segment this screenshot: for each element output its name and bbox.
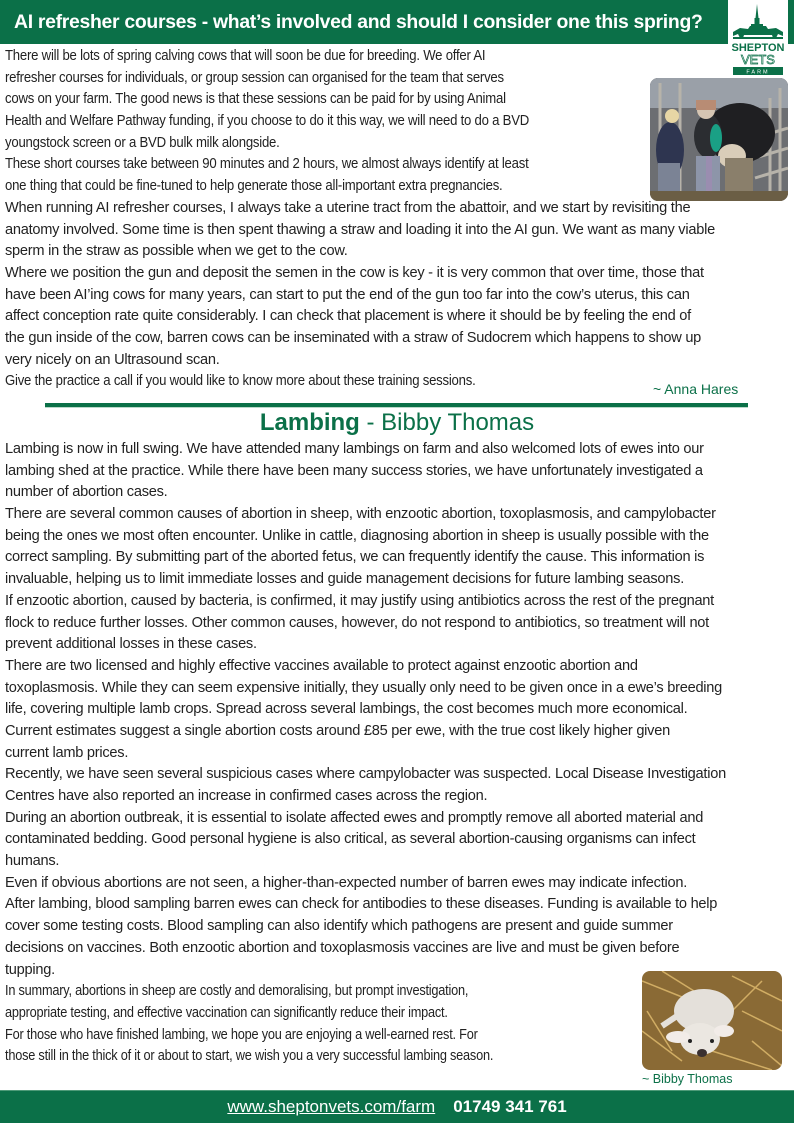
section2-line: correct sampling. By submitting part of the aborted fetus, we can frequently identify the cause. This information is (5, 549, 705, 566)
header-accent-strip (788, 0, 794, 44)
section2-line: invaluable, helping us to limit immediate losses and guide management decisions for future lambing seasons. (5, 571, 685, 588)
section1-line: anatomy involved. Some time is then spent thawing a straw and loading it into the AI gun. We want as many viable (5, 221, 715, 238)
website-link[interactable]: www.sheptonvets.com/farm (227, 1097, 436, 1116)
section2-line: being the ones we most often encounter. Unlike in cattle, diagnosing abortion in sheep is usually possible with the (5, 527, 709, 544)
section1-line: Where we position the gun and deposit the semen in the cow is key - it is very common that over time, those that (5, 264, 704, 281)
section1-body (5, 46, 715, 393)
section2-line: Current estimates suggest a single abortion costs around £85 per ewe, with the true cost likely higher given (5, 722, 670, 739)
section2-line: In summary, abortions in sheep are costly and demoralising, but prompt investigation, (5, 983, 469, 1000)
section2-title (0, 408, 794, 438)
section1-line: very nicely on an Ultrasound scan. (5, 351, 220, 368)
section1-line: There will be lots of spring calving cows that will soon be due for breeding. We offer AI (5, 48, 486, 64)
phone-number: 01749 341 761 (453, 1097, 567, 1116)
section2-title-author: - Bibby Thomas (359, 409, 535, 436)
section2-line: toxoplasmosis. While they can seem expensive initially, they usually only need to be given once in a ewe’s breeding (5, 679, 723, 696)
section1-line: cows on your farm. The good news is that these sessions can be paid for by using Animal (5, 91, 506, 108)
section2-line: Even if obvious abortions are not seen, a higher-than-expected number of barren ewes may indicate infection. (5, 874, 688, 891)
shepton-vets-logo (730, 2, 786, 76)
section2-line: After lambing, blood sampling barren ewes can check for antibodies to these diseases. Funding is available to help (5, 896, 718, 913)
section2-line: During an abortion outbreak, it is essential to isolate affected ewes and promptly remove all aborted material and (5, 809, 704, 826)
section1-line: affect conception rate quite considerably. I can check that placement is where it should be by feeling the end of (5, 308, 691, 325)
section2-title-bold: Lambing (259, 409, 360, 436)
section1-line: Health and Welfare Pathway funding, if you choose to do it this way, we will need to do a BVD (5, 113, 530, 130)
section1-signature: ~ Anna Hares (653, 381, 739, 397)
section2-line: Recently, we have seen several suspicious cases where campylobacter was suspected. Local Disease Investigation (5, 766, 726, 783)
section2-line: tupping. (5, 961, 55, 978)
section2-line: There are two licensed and highly effective vaccines available to protect against enzootic abortion and (5, 657, 638, 674)
section2-line: lambing shed at the practice. While there have been many success stories, we have unfortunately investigated a (5, 462, 703, 479)
section1-line: These short courses take between 90 minutes and 2 hours, we almost always identify at least (5, 156, 529, 173)
section2-line: prevent additional losses in these cases. (5, 636, 257, 653)
footer-bar (0, 1090, 794, 1123)
section2-line: flock to reduce further losses. Other common causes, however, do not respond to antibiotics, so treatment will not (5, 614, 709, 631)
section1-line: youngstock screen or a BVD bulk milk alongside. (5, 134, 280, 151)
section1-line: Give the practice a call if you would like to know more about these training sessions. (5, 373, 476, 390)
section2-line: humans. (5, 853, 60, 870)
section1-line: the gun inside of the cow, barren cows can be inseminated with a straw of Sudocrem which happens to show up (5, 329, 702, 346)
section1-line: have been AI’ing cows for many years, can start to put the end of the gun too far into the cow’s uterus, this can (5, 286, 690, 303)
section2-line: cover some testing costs. Blood sampling can also identify which pathogens are present and guide summer (5, 918, 673, 935)
section2-line: Centres have also reported an increase in confirmed cases across the region. (5, 788, 488, 804)
section2-line: contaminated bedding. Good personal hygiene is also critical, as several abortion-causing organisms can infect (5, 831, 696, 848)
section2-line: appropriate testing, and effective vaccination can significantly reduce their impact. (5, 1004, 448, 1021)
section2-line: If enzootic abortion, caused by bacteria, is confirmed, it may justify using antibiotics across the rest of the pregnant (5, 592, 714, 609)
section1-line: refresher courses for individuals, or group session can organised for the team that serves (5, 69, 504, 86)
section2-line: decisions on vaccines. Both enzootic abortion and toxoplasmosis vaccines are live and must be given before (5, 939, 680, 956)
section2-line: number of abortion cases. (5, 484, 168, 501)
section2-line: current lamb prices. (5, 744, 129, 761)
section2-line: Lambing is now in full swing. We have attended many lambings on farm and also welcomed lots of ewes into our (5, 441, 704, 457)
section2-line: For those who have finished lambing, we hope you are enjoying a well-earned rest. For (5, 1026, 478, 1043)
logo-text-shepton: SHEPTON (731, 42, 785, 54)
logo-text-vets: VETS (741, 52, 775, 67)
section2-line: life, covering multiple lamb crops. Spread across several lambings, the cost becomes much more economical. (5, 701, 688, 718)
photo-lamb-in-straw (642, 971, 782, 1070)
lamb-photo-illustration (642, 971, 782, 1070)
section1-line: one thing that could be fine-tuned to help generate those all-important extra pregnancies. (5, 178, 503, 195)
section1-line: When running AI refresher courses, I always take a uterine tract from the abattoir, and we start by revisiting the (5, 199, 691, 216)
section2-line: those still in the thick of it or about to start, we wish you a very successful lambing season. (5, 1048, 494, 1065)
section2-line: There are several common causes of abortion in sheep, with enzootic abortion, toxoplasmosis, and campylobacter (5, 506, 716, 523)
section1-title: AI refresher courses - what’s involved and should I consider one this spring? (14, 11, 703, 33)
section1-line: sperm in the straw as possible when we get to the cow. (5, 243, 348, 260)
footer-contact (0, 1096, 794, 1118)
section2-body (5, 439, 726, 1068)
logo-text-farm: FARM (746, 69, 770, 76)
section2-signature: ~ Bibby Thomas (642, 1072, 733, 1086)
